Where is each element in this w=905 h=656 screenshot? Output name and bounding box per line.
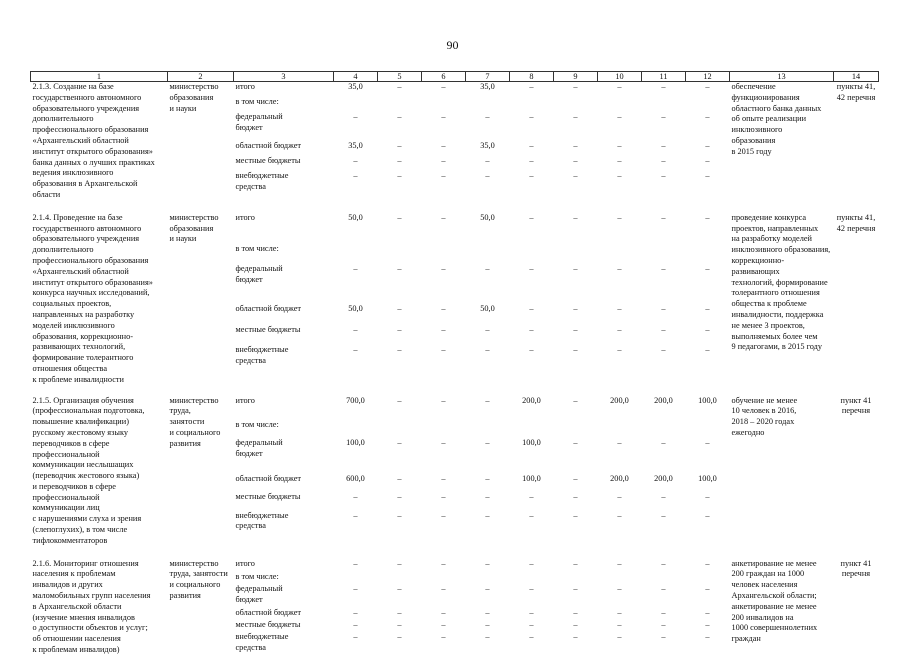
amount-cell: –: [441, 474, 446, 484]
funding-source-label: областной бюджет: [235, 141, 302, 151]
amount-cell: –: [353, 156, 358, 166]
funding-source-label: местные бюджеты: [235, 324, 301, 334]
amount-cell: [598, 572, 642, 584]
amount-cell: –: [705, 324, 710, 334]
amount-cell: –: [573, 156, 578, 166]
amount-cell: –: [353, 607, 358, 617]
amount-cell: 35,0: [480, 82, 495, 91]
amount-cell: –: [529, 324, 534, 334]
amount-cell: –: [661, 82, 666, 91]
activity-cell: 2.1.4. Проведение на базе государственного автономного образовательного учреждения дополнительного профессионального образования «Архангельский областной институт открытого образования» конкурса научных исследований, социальных проектов, направленных на разработку моделей инклюзивного образования, коррекционно- развивающих технологий, формирование толерантного отношения общества к проблеме инвалидности: [32, 212, 153, 384]
amount-cell: –: [573, 492, 578, 502]
amount-cell: –: [529, 156, 534, 166]
amount-cell: –: [661, 583, 666, 593]
amount-cell: –: [661, 156, 666, 166]
amount-cell: –: [441, 304, 446, 314]
column-header: 10: [598, 72, 642, 82]
amount-cell: –: [485, 492, 490, 502]
amount-cell: –: [353, 583, 358, 593]
amount-cell: [334, 572, 378, 584]
amount-cell: –: [573, 111, 578, 121]
program-table: [30, 71, 879, 656]
amount-cell: –: [397, 558, 402, 568]
amount-cell: –: [705, 607, 710, 617]
amount-cell: –: [529, 619, 534, 629]
amount-cell: [510, 244, 554, 264]
amount-cell: –: [397, 492, 402, 502]
amount-cell: –: [661, 631, 666, 641]
funding-source-label: местные бюджеты: [235, 619, 301, 629]
amount-cell: –: [617, 156, 622, 166]
amount-cell: –: [441, 492, 446, 502]
amount-cell: –: [397, 631, 402, 641]
amount-cell: –: [617, 607, 622, 617]
amount-cell: –: [705, 619, 710, 629]
column-header: 13: [730, 72, 834, 82]
funding-source-label: местные бюджеты: [235, 492, 301, 502]
amount-cell: [686, 97, 730, 112]
amount-cell: –: [485, 631, 490, 641]
amount-cell: –: [397, 438, 402, 448]
amount-cell: –: [705, 111, 710, 121]
amount-cell: –: [617, 583, 622, 593]
amount-cell: –: [661, 438, 666, 448]
amount-cell: –: [397, 141, 402, 151]
column-header: 11: [642, 72, 686, 82]
executor-cell: министерство труда, занятости и социального развития: [169, 558, 228, 601]
amount-cell: –: [705, 631, 710, 641]
column-header: 6: [422, 72, 466, 82]
header-row: [31, 72, 879, 82]
amount-cell: [686, 572, 730, 584]
reference-cell: пункт 41 перечня: [840, 558, 872, 579]
funding-source-label: областной бюджет: [235, 607, 302, 617]
amount-cell: –: [617, 212, 622, 222]
table-row: [31, 386, 879, 421]
amount-cell: [642, 572, 686, 584]
amount-cell: 600,0: [346, 474, 365, 484]
amount-cell: –: [441, 619, 446, 629]
amount-cell: –: [397, 474, 402, 484]
amount-cell: –: [441, 438, 446, 448]
amount-cell: 35,0: [348, 141, 363, 151]
amount-cell: –: [397, 212, 402, 222]
amount-cell: [642, 420, 686, 438]
amount-cell: 50,0: [480, 304, 495, 314]
amount-cell: –: [661, 212, 666, 222]
reference-cell: пункт 41 перечня: [840, 395, 872, 416]
table-row: [31, 201, 879, 244]
amount-cell: –: [529, 583, 534, 593]
amount-cell: –: [705, 492, 710, 502]
amount-cell: –: [529, 304, 534, 314]
amount-cell: –: [529, 141, 534, 151]
amount-cell: –: [441, 631, 446, 641]
activity-cell: 2.1.6. Мониторинг отношения населения к проблемам инвалидов и других маломобильных групп населения в Архангельской области (изучение мнения инвалидов о доступности объектов и услуг; об отношении населения к проблемам инвалидов): [32, 558, 151, 655]
amount-cell: –: [573, 304, 578, 314]
amount-cell: –: [353, 263, 358, 273]
amount-cell: –: [573, 510, 578, 520]
amount-cell: 100,0: [346, 438, 365, 448]
amount-cell: –: [529, 510, 534, 520]
amount-cell: –: [617, 558, 622, 568]
amount-cell: 100,0: [522, 474, 541, 484]
amount-cell: [554, 97, 598, 112]
amount-cell: –: [485, 171, 490, 181]
amount-cell: –: [397, 156, 402, 166]
amount-cell: –: [705, 583, 710, 593]
funding-source-label: внебюджетные средства: [235, 344, 289, 365]
amount-cell: –: [573, 171, 578, 181]
amount-cell: [686, 244, 730, 264]
amount-cell: 200,0: [654, 395, 673, 405]
table-row: [31, 82, 879, 98]
amount-cell: [554, 420, 598, 438]
result-cell: обеспечение функционирования областного банка данных об опыте реализации инклюзивного образования в 2015 году: [731, 82, 822, 156]
amount-cell: –: [617, 141, 622, 151]
funding-source-label: итого: [235, 395, 255, 405]
amount-cell: –: [529, 631, 534, 641]
amount-cell: –: [441, 171, 446, 181]
column-header: 5: [378, 72, 422, 82]
amount-cell: [422, 420, 466, 438]
funding-source-label: внебюджетные средства: [235, 510, 289, 531]
column-header: 7: [466, 72, 510, 82]
funding-source-label: итого: [235, 212, 255, 222]
amount-cell: [378, 420, 422, 438]
amount-cell: –: [705, 344, 710, 354]
funding-source-label: федеральный бюджет: [235, 111, 283, 132]
amount-cell: [554, 572, 598, 584]
page-number: 90: [446, 38, 459, 52]
amount-cell: –: [617, 171, 622, 181]
amount-cell: –: [573, 141, 578, 151]
column-header: 4: [334, 72, 378, 82]
funding-source-label: областной бюджет: [235, 304, 302, 314]
amount-cell: –: [397, 263, 402, 273]
column-header: 1: [31, 72, 168, 82]
amount-cell: –: [397, 344, 402, 354]
amount-cell: 200,0: [654, 474, 673, 484]
amount-cell: [334, 244, 378, 264]
amount-cell: –: [485, 263, 490, 273]
column-header: 14: [834, 72, 879, 82]
amount-cell: –: [485, 156, 490, 166]
amount-cell: –: [353, 324, 358, 334]
amount-cell: –: [353, 492, 358, 502]
amount-cell: –: [397, 171, 402, 181]
amount-cell: [510, 572, 554, 584]
amount-cell: –: [661, 344, 666, 354]
amount-cell: –: [573, 212, 578, 222]
amount-cell: –: [441, 558, 446, 568]
amount-cell: –: [661, 510, 666, 520]
amount-cell: [642, 97, 686, 112]
amount-cell: –: [573, 82, 578, 91]
amount-cell: –: [441, 324, 446, 334]
amount-cell: –: [705, 212, 710, 222]
amount-cell: –: [485, 324, 490, 334]
result-cell: обучение не менее 10 человек в 2016, 2018 – 2020 годах ежегодно: [731, 395, 798, 437]
amount-cell: –: [617, 631, 622, 641]
amount-cell: –: [573, 631, 578, 641]
amount-cell: –: [529, 111, 534, 121]
amount-cell: –: [397, 607, 402, 617]
amount-cell: –: [441, 607, 446, 617]
amount-cell: –: [617, 492, 622, 502]
amount-cell: –: [661, 558, 666, 568]
amount-cell: –: [353, 631, 358, 641]
funding-source-label: внебюджетные средства: [235, 631, 289, 652]
amount-cell: –: [617, 263, 622, 273]
funding-source-label: областной бюджет: [235, 474, 302, 484]
column-header: 9: [554, 72, 598, 82]
executor-cell: министерство образования и науки: [169, 82, 219, 113]
funding-source-label: в том числе:: [235, 97, 279, 106]
amount-cell: –: [529, 263, 534, 273]
amount-cell: [334, 420, 378, 438]
amount-cell: 35,0: [348, 82, 363, 91]
amount-cell: –: [573, 607, 578, 617]
amount-cell: –: [485, 619, 490, 629]
amount-cell: –: [617, 619, 622, 629]
amount-cell: –: [485, 558, 490, 568]
amount-cell: [422, 244, 466, 264]
reference-cell: пункты 41, 42 перечня: [836, 212, 876, 233]
result-cell: анкетирование не менее 200 граждан на 1000 человек населения Архангельской области; анкетирование не менее 200 инвалидов на 1000 совершеннолетних граждан: [731, 558, 818, 644]
amount-cell: 35,0: [480, 141, 495, 151]
amount-cell: –: [705, 141, 710, 151]
amount-cell: [378, 572, 422, 584]
amount-cell: –: [705, 304, 710, 314]
amount-cell: [378, 244, 422, 264]
funding-source-label: местные бюджеты: [235, 156, 301, 166]
amount-cell: [598, 97, 642, 112]
amount-cell: –: [705, 82, 710, 91]
amount-cell: 200,0: [610, 474, 629, 484]
amount-cell: –: [705, 263, 710, 273]
amount-cell: –: [529, 492, 534, 502]
amount-cell: 200,0: [522, 395, 541, 405]
amount-cell: –: [661, 171, 666, 181]
column-header: 8: [510, 72, 554, 82]
amount-cell: –: [485, 474, 490, 484]
amount-cell: –: [573, 583, 578, 593]
amount-cell: [378, 97, 422, 112]
amount-cell: [466, 97, 510, 112]
amount-cell: –: [661, 607, 666, 617]
amount-cell: –: [705, 156, 710, 166]
amount-cell: –: [573, 263, 578, 273]
amount-cell: –: [353, 111, 358, 121]
result-cell: проведение конкурса проектов, направленных на разработку моделей инклюзивного образования, коррекционно-развивающих технологий, формирование толерантного отношения общества к проблеме инвалидности, поддержка не менее 3 проектов, выполняемых более чем 9 педагогами, в 2015 году: [731, 212, 831, 352]
column-header: 2: [168, 72, 234, 82]
amount-cell: –: [573, 558, 578, 568]
amount-cell: –: [705, 558, 710, 568]
amount-cell: –: [485, 583, 490, 593]
amount-cell: 700,0: [346, 395, 365, 405]
executor-cell: министерство образования и науки: [169, 212, 219, 244]
funding-source-label: итого: [235, 82, 255, 91]
amount-cell: –: [485, 438, 490, 448]
amount-cell: –: [485, 395, 490, 405]
amount-cell: –: [661, 111, 666, 121]
amount-cell: –: [397, 583, 402, 593]
amount-cell: [422, 572, 466, 584]
amount-cell: [642, 244, 686, 264]
amount-cell: 50,0: [348, 304, 363, 314]
amount-cell: –: [397, 111, 402, 121]
amount-cell: [598, 244, 642, 264]
activity-cell: 2.1.5. Организация обучения (профессиональная подготовка, повышение квалификации) русскому жестовому языку переводчиков в сфере профессиональной коммуникации неслышащих (переводчик жестового языка) и переводчиков в сфере профессиональной коммуникации лиц с нарушениями слуха и зрения (слепоглухих), в том числе тифлокомментаторов: [32, 395, 145, 545]
amount-cell: –: [573, 619, 578, 629]
amount-cell: [466, 244, 510, 264]
amount-cell: –: [441, 141, 446, 151]
amount-cell: –: [397, 395, 402, 405]
amount-cell: –: [573, 344, 578, 354]
amount-cell: –: [441, 82, 446, 91]
amount-cell: –: [485, 510, 490, 520]
funding-source-label: итого: [235, 558, 255, 568]
amount-cell: [598, 420, 642, 438]
amount-cell: –: [617, 438, 622, 448]
amount-cell: –: [529, 82, 534, 91]
amount-cell: –: [573, 438, 578, 448]
amount-cell: –: [353, 171, 358, 181]
amount-cell: –: [441, 212, 446, 222]
amount-cell: –: [441, 263, 446, 273]
amount-cell: –: [661, 263, 666, 273]
amount-cell: 50,0: [348, 212, 363, 222]
amount-cell: –: [529, 558, 534, 568]
amount-cell: –: [705, 510, 710, 520]
amount-cell: –: [353, 344, 358, 354]
amount-cell: 100,0: [698, 474, 717, 484]
funding-source-label: в том числе:: [235, 571, 279, 581]
amount-cell: –: [617, 324, 622, 334]
amount-cell: –: [485, 111, 490, 121]
amount-cell: –: [397, 304, 402, 314]
amount-cell: [466, 420, 510, 438]
amount-cell: –: [705, 171, 710, 181]
amount-cell: –: [397, 324, 402, 334]
amount-cell: –: [661, 304, 666, 314]
amount-cell: –: [441, 510, 446, 520]
amount-cell: –: [353, 510, 358, 520]
amount-cell: –: [485, 344, 490, 354]
amount-cell: –: [529, 344, 534, 354]
amount-cell: –: [441, 111, 446, 121]
amount-cell: [510, 420, 554, 438]
amount-cell: –: [353, 619, 358, 629]
amount-cell: –: [617, 111, 622, 121]
amount-cell: –: [705, 438, 710, 448]
amount-cell: –: [661, 141, 666, 151]
amount-cell: –: [441, 395, 446, 405]
amount-cell: [510, 97, 554, 112]
amount-cell: –: [441, 156, 446, 166]
amount-cell: –: [617, 304, 622, 314]
funding-source-label: федеральный бюджет: [235, 583, 283, 604]
executor-cell: министерство труда, занятости и социального развития: [169, 395, 221, 448]
amount-cell: 50,0: [480, 212, 495, 222]
amount-cell: –: [441, 344, 446, 354]
table-row: [31, 547, 879, 572]
funding-source-label: внебюджетные средства: [235, 171, 289, 191]
column-header: 3: [234, 72, 334, 82]
amount-cell: 200,0: [610, 395, 629, 405]
amount-cell: –: [573, 324, 578, 334]
amount-cell: –: [529, 171, 534, 181]
amount-cell: –: [397, 510, 402, 520]
amount-cell: –: [529, 607, 534, 617]
funding-source-label: федеральный бюджет: [235, 263, 283, 284]
amount-cell: –: [397, 619, 402, 629]
amount-cell: –: [661, 492, 666, 502]
amount-cell: –: [353, 558, 358, 568]
amount-cell: [686, 420, 730, 438]
amount-cell: –: [617, 344, 622, 354]
amount-cell: 100,0: [698, 395, 717, 405]
funding-source-label: в том числе:: [235, 243, 279, 253]
column-header: 12: [686, 72, 730, 82]
amount-cell: [554, 244, 598, 264]
amount-cell: [466, 572, 510, 584]
amount-cell: –: [485, 607, 490, 617]
funding-source-label: федеральный бюджет: [235, 438, 283, 459]
amount-cell: –: [617, 510, 622, 520]
amount-cell: –: [617, 82, 622, 91]
amount-cell: 100,0: [522, 438, 541, 448]
reference-cell: пункты 41, 42 перечня: [836, 82, 876, 102]
activity-cell: 2.1.3. Создание на базе государственного автономного образовательного учреждения дополнительного профессионального образования «Архангельский областной институт открытого образования» банка данных о лучших практиках ведения инклюзивного образования в Архангельской области: [32, 82, 155, 199]
amount-cell: –: [661, 619, 666, 629]
funding-source-label: в том числе:: [235, 420, 279, 430]
amount-cell: –: [397, 82, 402, 91]
amount-cell: –: [441, 583, 446, 593]
amount-cell: –: [573, 395, 578, 405]
amount-cell: [334, 97, 378, 112]
amount-cell: –: [529, 212, 534, 222]
amount-cell: –: [661, 324, 666, 334]
amount-cell: –: [573, 474, 578, 484]
amount-cell: [422, 97, 466, 112]
